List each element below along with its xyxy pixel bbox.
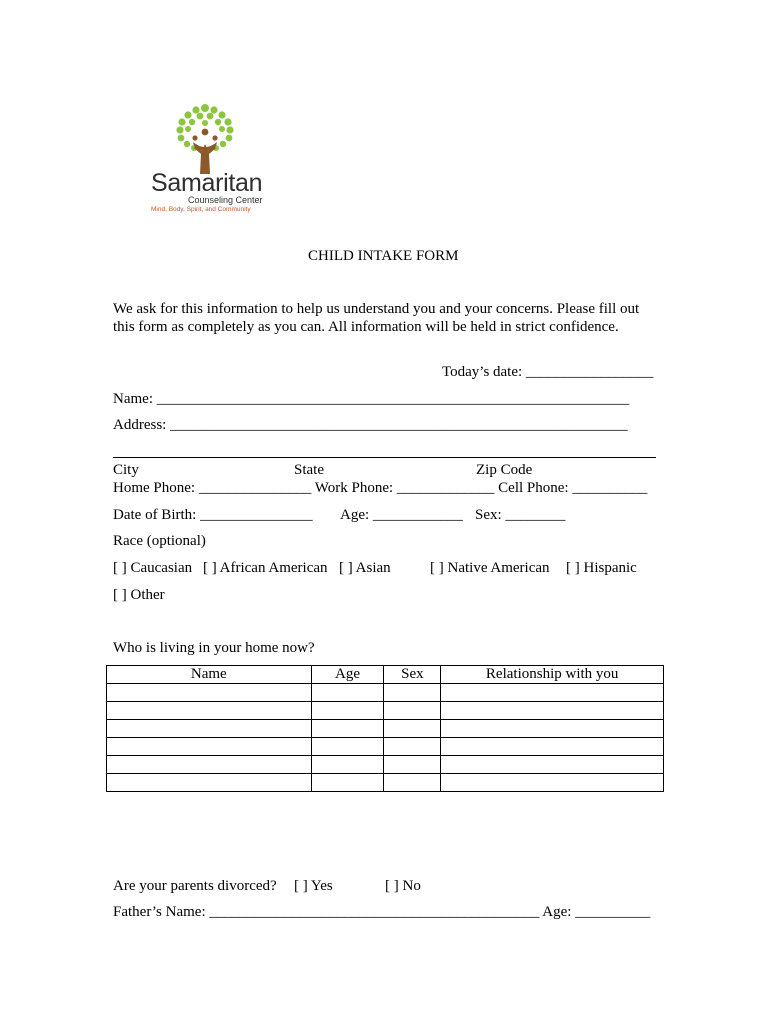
dob-field[interactable]: Date of Birth: _______________	[113, 507, 313, 523]
table-cell[interactable]	[441, 720, 664, 738]
table-cell[interactable]	[107, 738, 312, 756]
address-line-2[interactable]	[113, 457, 656, 458]
zip-label: Zip Code	[476, 462, 533, 478]
table-header-row	[107, 666, 664, 684]
table-cell[interactable]	[107, 684, 312, 702]
brand-tagline: Mind, Body, Spirit, and Community	[151, 206, 251, 213]
todays-date-field[interactable]: Today’s date: _________________	[442, 364, 654, 380]
divorced-question: Are your parents divorced?	[113, 878, 277, 894]
header-relationship: Relationship with you	[441, 666, 664, 684]
race-native-american-checkbox[interactable]: [ ] Native American	[430, 560, 550, 576]
divorced-yes-checkbox[interactable]: [ ] Yes	[294, 878, 333, 894]
state-label: State	[294, 462, 324, 478]
phone-fields[interactable]: Home Phone: _______________ Work Phone: _____________ Cell Phone: __________	[113, 480, 648, 496]
table-row	[107, 720, 664, 738]
table-cell[interactable]	[311, 756, 384, 774]
table-cell[interactable]	[384, 756, 441, 774]
intro-line-1: We ask for this information to help us understand you and your concerns. Please fill out	[113, 301, 640, 317]
table-cell[interactable]	[107, 702, 312, 720]
header-name: Name	[107, 666, 312, 684]
header-sex: Sex	[384, 666, 441, 684]
table-cell[interactable]	[441, 702, 664, 720]
table-cell[interactable]	[441, 738, 664, 756]
race-caucasian-checkbox[interactable]: [ ] Caucasian	[113, 560, 193, 576]
table-row	[107, 756, 664, 774]
address-field[interactable]: Address: _____________________________________________________________	[113, 417, 628, 433]
table-cell[interactable]	[311, 684, 384, 702]
table-cell[interactable]	[384, 720, 441, 738]
race-asian-checkbox[interactable]: [ ] Asian	[339, 560, 391, 576]
brand-subtitle: Counseling Center	[188, 195, 263, 205]
table-cell[interactable]	[384, 684, 441, 702]
form-title: CHILD INTAKE FORM	[308, 248, 459, 264]
race-other-checkbox[interactable]: [ ] Other	[113, 587, 165, 603]
table-cell[interactable]	[311, 738, 384, 756]
table-cell[interactable]	[384, 774, 441, 792]
city-label: City	[113, 462, 139, 478]
table-cell[interactable]	[384, 702, 441, 720]
table-row	[107, 684, 664, 702]
table-cell[interactable]	[441, 756, 664, 774]
brand-name: Samaritan	[151, 169, 263, 197]
header-age: Age	[311, 666, 384, 684]
father-name-field[interactable]: Father’s Name: ____________________________________________ Age: __________	[113, 904, 651, 920]
table-cell[interactable]	[441, 684, 664, 702]
household-table	[106, 665, 664, 792]
table-cell[interactable]	[107, 720, 312, 738]
household-question: Who is living in your home now?	[113, 640, 315, 656]
intro-line-2: this form as completely as you can. All information will be held in strict confidence.	[113, 319, 619, 335]
name-field[interactable]: Name: _______________________________________________________________	[113, 391, 630, 407]
table-cell[interactable]	[107, 774, 312, 792]
table-row	[107, 738, 664, 756]
table-row	[107, 774, 664, 792]
table-cell[interactable]	[311, 720, 384, 738]
race-hispanic-checkbox[interactable]: [ ] Hispanic	[566, 560, 637, 576]
sex-field[interactable]: Sex: ________	[475, 507, 566, 523]
table-cell[interactable]	[311, 774, 384, 792]
table-cell[interactable]	[441, 774, 664, 792]
divorced-no-checkbox[interactable]: [ ] No	[385, 878, 421, 894]
table-row	[107, 702, 664, 720]
race-african-american-checkbox[interactable]: [ ] African American	[203, 560, 328, 576]
table-cell[interactable]	[107, 756, 312, 774]
table-cell[interactable]	[384, 738, 441, 756]
table-cell[interactable]	[311, 702, 384, 720]
race-label: Race (optional)	[113, 533, 206, 549]
age-field[interactable]: Age: ____________	[340, 507, 463, 523]
